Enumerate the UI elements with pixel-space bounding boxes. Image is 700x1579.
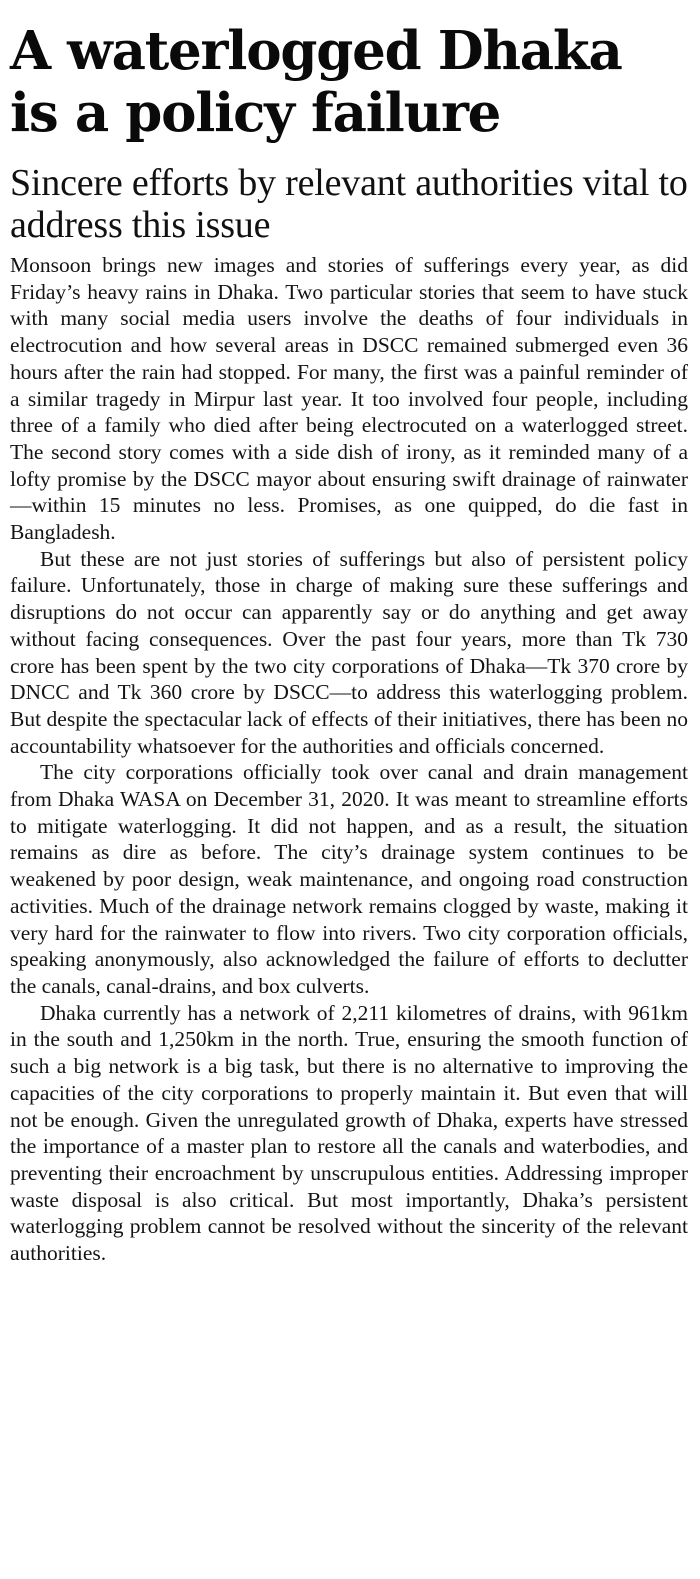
paragraph-4: Dhaka currently has a network of 2,211 kilometres of drains, with 961km in the south and 1,250km in the north. True, ensuring the smooth function of such a big network is a big task, but there is no alternative to improving the capacities of the city corporations to properly maintain it. But even that will not be enough. Given the unregulated growth of Dhaka, experts have stressed the importance of a master plan to restore all the canals and waterbodies, and preventing their encroachment by unscrupulous entities. Addressing improper waste disposal is also critical. But most importantly, Dhaka’s persistent waterlogging problem cannot be resolved without the sincerity of the relevant authorities.: [10, 1000, 688, 1266]
paragraph-3: The city corporations officially took over canal and drain management from Dhaka WASA on December 31, 2020. It was meant to streamline efforts to mitigate waterlogging. It did not happen, and as a result, the situation remains as dire as before. The city’s drainage system continues to be weakened by poor design, weak maintenance, and ongoing road construction activities. Much of the drainage network remains clogged by waste, making it very hard for the rainwater to flow into rivers. Two city corporation officials, speaking anonymously, also acknowledged the failure of efforts to declutter the canals, canal-drains, and box culverts.: [10, 760, 688, 998]
headline-line-2: is a policy failure: [10, 82, 501, 144]
paragraph-1: Monsoon brings new images and stories of sufferings every year, as did Friday’s heavy rains in Dhaka. Two particular stories that seem to have stuck with many social media users involve the deaths of four individuals in electrocution and how several areas in DSCC remained submerged even 36 hours after the rain had stopped. For many, the first was a painful reminder of a similar tragedy in Mirpur last year. It too involved four people, including three of a family who died after being electrocuted on a waterlogged street. The second story comes with a side dish of irony, as it reminded many of a lofty promise by the DSCC mayor about ensuring swift drainage of rainwater—within 15 minutes no less. Promises, as one quipped, do die fast in Bangladesh.: [10, 253, 688, 545]
article-body: [10, 252, 688, 1267]
subheadline: Sincere efforts by relevant authorities vital to address this issue: [10, 162, 688, 246]
headline: [10, 20, 688, 144]
paragraph-2: But these are not just stories of sufferings but also of persistent policy failure. Unfortunately, those in charge of making sure these sufferings and disruptions do not occur can apparently say or do anything and get away without facing consequences. Over the past four years, more than Tk 730 crore has been spent by the two city corporations of Dhaka—Tk 370 crore by DNCC and Tk 360 crore by DSCC—to address this waterlogging problem. But despite the spectacular lack of effects of their initiatives, there has been no accountability whatsoever for the authorities and officials concerned.: [10, 546, 688, 758]
headline-line-1: A waterlogged Dhaka: [10, 20, 622, 82]
